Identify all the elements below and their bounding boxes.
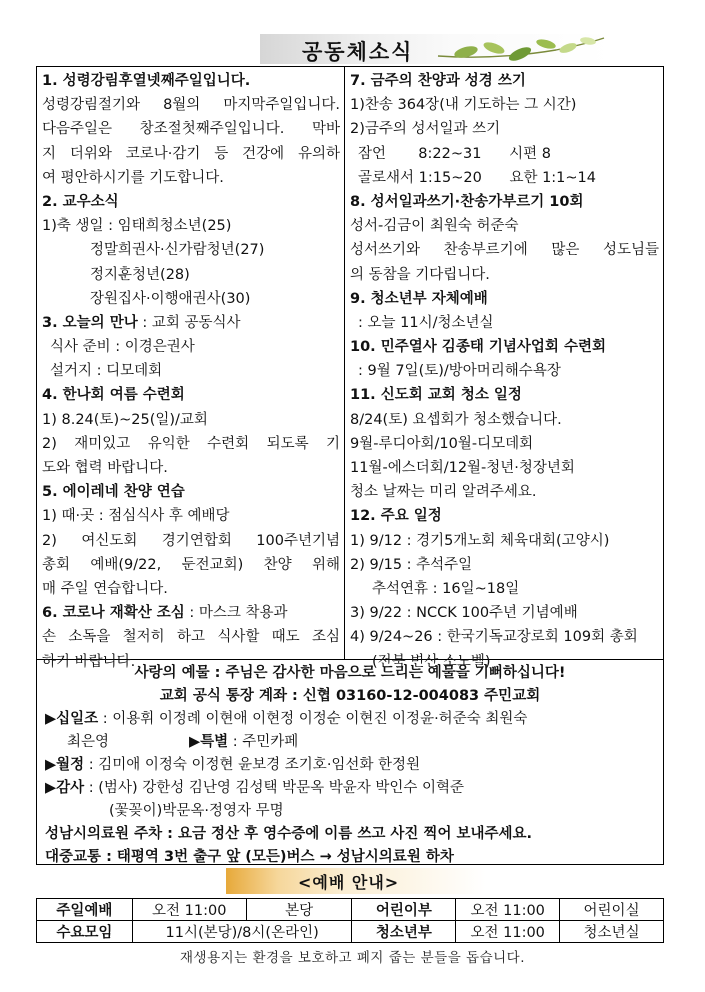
notice-line: 손 소독을 철저히 하고 식사할 때도 조심: [42, 629, 340, 646]
special-label: ▶특별: [189, 734, 229, 750]
section-heading-detail: : 교회 공동식사: [137, 314, 241, 331]
notice-line: 성서쓰기와 찬송부르기에 많은 성도님들: [350, 242, 659, 259]
tithe-special-list: [45, 731, 655, 754]
notice-line: 1) 8.24(토)~25(일)/교회: [42, 411, 208, 428]
tithe-label: ▶십일조: [45, 711, 99, 727]
notice-line: 3) 9/22 : NCCK 100주년 기념예배: [350, 605, 578, 622]
table-cell: 어린이실: [560, 899, 664, 921]
worship-guide-title: <예배 안내>: [298, 873, 400, 892]
section-heading-label: 3. 오늘의 만나: [42, 314, 138, 331]
section-heading: 10. 민주열사 김종태 기념사업회 수련회: [350, 339, 606, 356]
notice-line: : 오늘 11시/청소년실: [358, 314, 494, 331]
notice-line: 총회 예배(9/22, 둔전교회) 찬양 위해: [42, 556, 340, 573]
section-heading: 2. 교우소식: [42, 193, 119, 210]
notice-line: 여 평안하시기를 기도합니다.: [42, 169, 224, 186]
section-heading: 9. 청소년부 자체예배: [350, 290, 488, 307]
notice-line: 도와 협력 바랍니다.: [42, 460, 168, 476]
section-heading: 11. 신도회 교회 청소 일정: [350, 387, 522, 404]
notice-line: 장원집사·이행애권사(30): [90, 290, 251, 307]
section-heading: [42, 311, 340, 335]
tithe-names-continued: 최은영: [67, 734, 110, 750]
section-heading-detail: : 마스크 착용과: [184, 605, 288, 622]
table-row: [37, 899, 664, 921]
table-cell: 수요모임: [37, 921, 133, 943]
notice-line: 잠언 8:22~31 시편 8: [358, 145, 551, 162]
notice-line: 골로새서 1:15~20 요한 1:1~14: [358, 169, 597, 186]
section-heading: [42, 601, 340, 625]
table-cell: 11시(본당)/8시(온라인): [132, 921, 352, 943]
table-cell: 오전 11:00: [132, 899, 246, 921]
notice-line: 성서-김금이 최원숙 허준숙: [350, 218, 519, 235]
notice-line: 식사 준비 : 이경은권사: [50, 339, 195, 356]
notice-line: 정지훈청년(28): [90, 266, 190, 283]
notices-box: [36, 66, 664, 670]
notice-line: 하기 바랍니다.: [42, 653, 136, 670]
section-heading: 1. 성령강림후열넷째주일입니다.: [42, 73, 251, 89]
notice-line: 2) 재미있고 유익한 수련회 되도록 기: [42, 435, 340, 452]
tithe-list: [45, 708, 655, 731]
leaf-decoration-icon: [436, 34, 606, 64]
thanks-names: : (범사) 강한성 김난영 김성택 박문옥 박윤자 박인수 이혁준: [84, 780, 465, 796]
thanks-label: ▶감사: [45, 780, 85, 796]
table-cell: 청소년실: [560, 921, 664, 943]
notice-line: 매 주일 연습합니다.: [42, 580, 168, 597]
worship-schedule-table: [36, 898, 664, 943]
section-heading: 8. 성서일과쓰기·찬송가부르기 10회: [350, 193, 584, 210]
notice-line: 추석연휴 : 16일~18일: [372, 580, 520, 597]
notice-line: 의 동참을 기다립니다.: [350, 266, 490, 283]
table-cell: 본당: [246, 899, 352, 921]
notice-line: 정말희권사·신가람청년(27): [90, 242, 265, 259]
table-cell: 어린이부: [352, 899, 456, 921]
worship-guide-header: [226, 868, 486, 894]
page-header: [260, 34, 612, 64]
notices-left-column: [37, 67, 345, 670]
notices-right-column: [345, 67, 663, 670]
notice-line: 2) 9/15 : 추석주일: [350, 556, 473, 573]
section-heading-label: 6. 코로나 재확산 조심: [42, 605, 185, 622]
notice-line: (전북 변산 소노벨): [372, 653, 491, 670]
page-title: 공동체소식: [302, 40, 414, 64]
section-heading: 5. 에이레네 찬양 연습: [42, 484, 185, 501]
offering-section: [36, 660, 664, 865]
notice-line: 1) 때·곳 : 점심식사 후 예배당: [42, 508, 230, 525]
section-heading: 4. 한나회 여름 수련회: [42, 387, 185, 404]
special-names: : 주민카페: [228, 734, 299, 750]
table-cell: 오전 11:00: [456, 899, 560, 921]
notice-line: 8/24(토) 요셉회가 청소했습니다.: [350, 411, 562, 428]
table-cell: 청소년부: [352, 921, 456, 943]
notice-line: 지 더위와 코로나·감기 등 건강에 유의하: [42, 145, 340, 162]
tithe-names: : 이용휘 이정례 이현애 이현정 이정순 이현진 이정윤·허준숙 최원숙: [98, 711, 528, 727]
recycled-paper-notice: 재생용지는 환경을 보호하고 폐지 줍는 분들을 돕습니다.: [180, 950, 525, 966]
notice-line: 2) 여신도회 경기연합회 100주년기념: [42, 532, 340, 549]
notice-line: 1)축 생일 : 임태희청소년(25): [42, 218, 232, 235]
notice-line: : 9월 7일(토)/방아머리해수욕장: [358, 363, 561, 380]
monthly-names: : 김미애 이정숙 이정현 윤보경 조기호·임선화 한정원: [84, 757, 421, 773]
table-row: [37, 921, 664, 943]
notice-line: 설거지 : 디모데회: [50, 363, 163, 380]
table-cell: 오전 11:00: [456, 921, 560, 943]
notice-line: 11월-에스더회/12월-청년·청장년회: [350, 460, 575, 476]
transit-notice: 대중교통 : 태평역 3번 출구 앞 (모든)버스 → 성남시의료원 하차: [45, 849, 454, 865]
parking-notice: 성남시의료원 주차 : 요금 정산 후 영수증에 이름 쓰고 사진 찍어 보내주세요.: [45, 826, 533, 842]
notice-line: 1)찬송 364장(내 기도하는 그 시간): [350, 97, 577, 114]
notice-line: 2)금주의 성서일과 쓰기: [350, 121, 501, 138]
notice-line: 청소 날짜는 미리 알려주세요.: [350, 484, 537, 501]
monthly-list: [45, 754, 655, 777]
notice-line: 1) 9/12 : 경기5개노회 체육대회(고양시): [350, 532, 610, 549]
thanks-list-continued: (꽃꽂이)박문옥·정영자 무명: [109, 803, 284, 819]
table-cell: 주일예배: [37, 899, 133, 921]
monthly-label: ▶월정: [45, 757, 85, 773]
thanks-list: [45, 777, 655, 800]
notice-line: 9월-루디아회/10월-디모데회: [350, 435, 534, 452]
section-heading: 7. 금주의 찬양과 성경 쓰기: [350, 73, 526, 89]
section-heading: 12. 주요 일정: [350, 508, 442, 525]
notice-line: 다음주일은 창조절첫째주일입니다. 막바: [42, 121, 340, 138]
bank-account: 교회 공식 통장 계좌 : 신협 03160-12-004083 주민교회: [159, 688, 541, 704]
notice-line: 4) 9/24~26 : 한국기독교장로회 109회 총회: [350, 629, 638, 646]
offering-message: 사랑의 예물 : 주님은 감사한 마음으로 드리는 예물을 기뻐하십니다!: [134, 665, 566, 681]
notice-line: 성령강림절기와 8월의 마지막주일입니다.: [42, 97, 340, 114]
